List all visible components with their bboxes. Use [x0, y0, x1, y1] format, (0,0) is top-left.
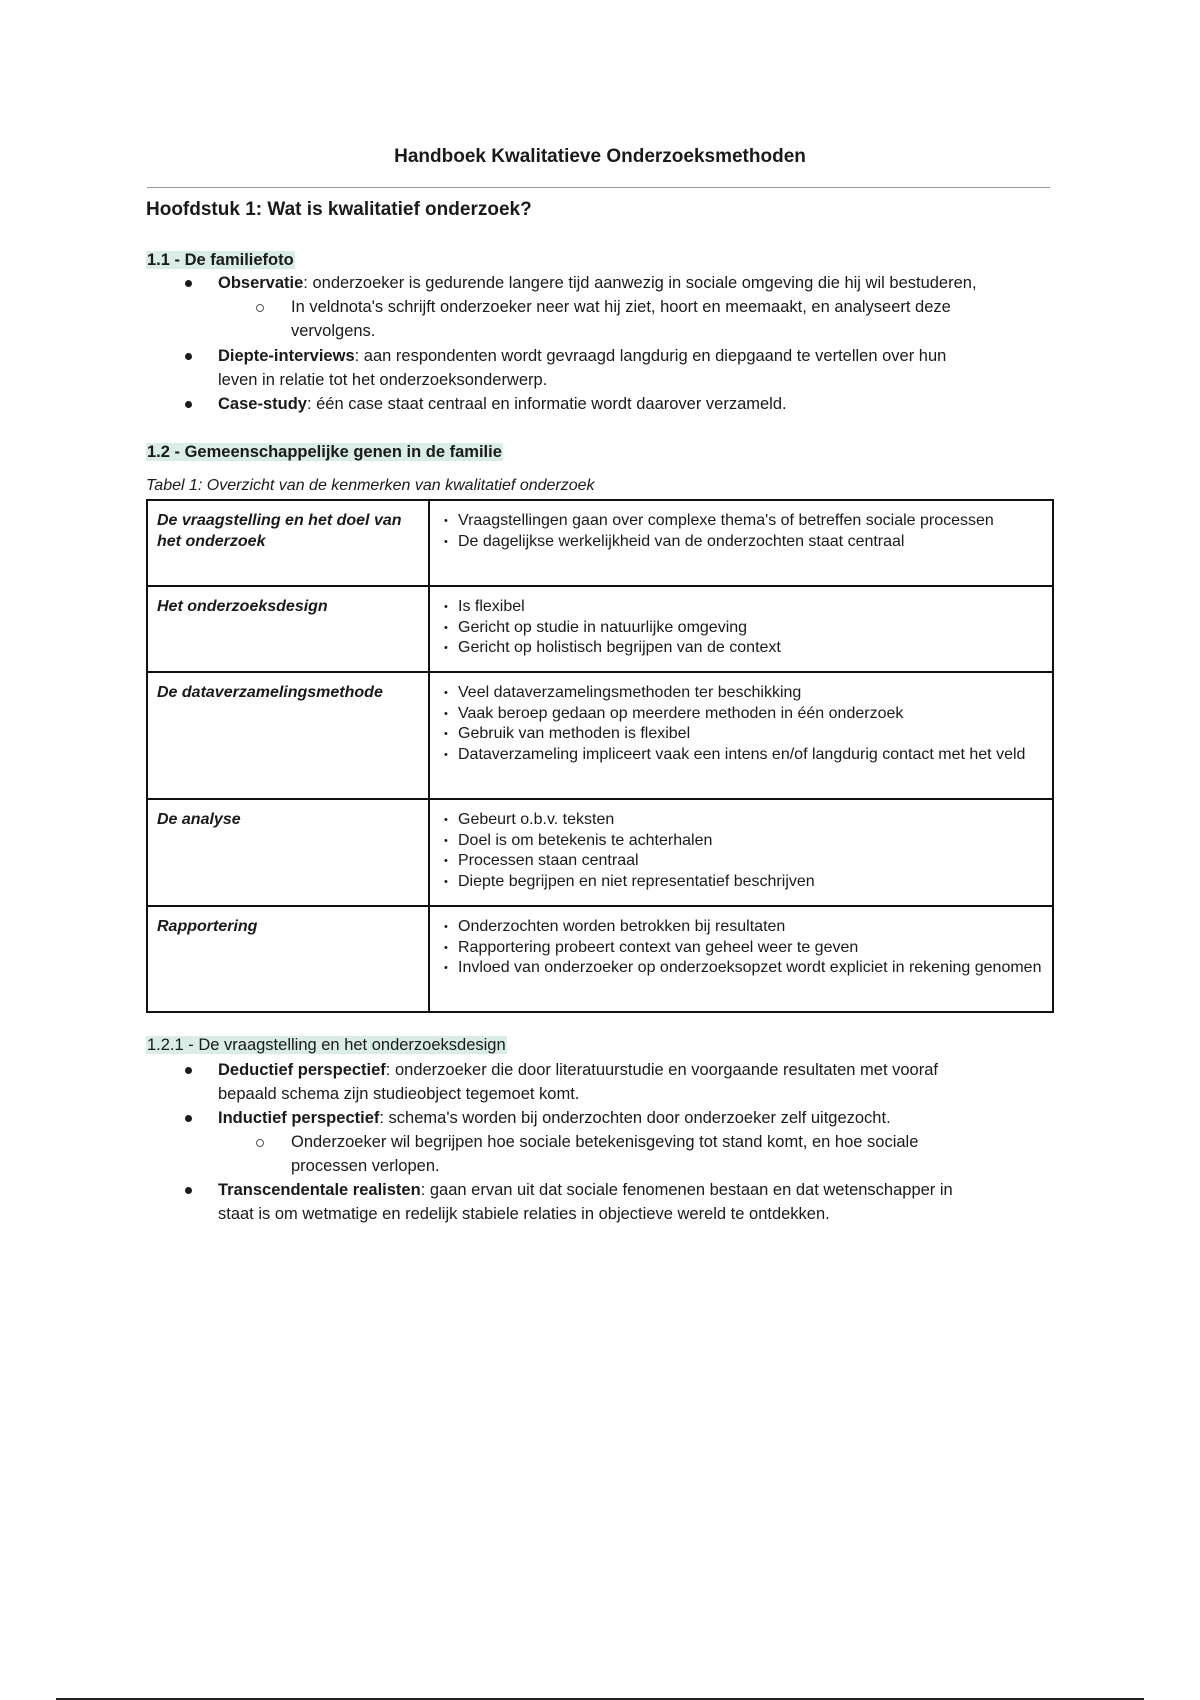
bullet-icon	[185, 401, 192, 408]
sub-item-line: vervolgens.	[291, 322, 376, 340]
row-content	[429, 672, 1053, 799]
list-item: • Gebeurt o.b.v. teksten	[439, 810, 1043, 831]
title-divider	[147, 187, 1050, 188]
row-content	[429, 799, 1053, 906]
list-item: • Doel is om betekenis te achterhalen	[439, 831, 1043, 852]
list-item-continuation: staat is om wetmatige en redelijk stabiele relaties in objectieve wereld te ontdekken.	[218, 1205, 830, 1223]
section-heading-1-2-1: 1.2.1 - De vraagstelling en het onderzoeksdesign	[147, 1036, 506, 1054]
list-item: • Invloed van onderzoeker op onderzoeksopzet wordt expliciet in rekening genomen	[439, 958, 1043, 979]
chapter-heading: Hoofdstuk 1: Wat is kwalitatief onderzoek?	[146, 199, 532, 220]
list-item: • Dataverzameling impliceert vaak een intens en/of langdurig contact met het veld	[439, 745, 1043, 766]
list-item: • Gericht op holistisch begrijpen van de context	[439, 638, 1043, 659]
section-heading-1-2: 1.2 - Gemeenschappelijke genen in de familie	[147, 443, 502, 461]
list-item-diepte-interviews: Diepte-interviews: aan respondenten wordt gevraagd langdurig en diepgaand te vertellen over hun	[218, 347, 947, 365]
section-heading-1-1: 1.1 - De familiefoto	[147, 251, 294, 269]
list-item: • Vraagstellingen gaan over complexe thema's of betreffen sociale processen	[439, 511, 1043, 532]
list-item: • Diepte begrijpen en niet representatief beschrijven	[439, 872, 1043, 893]
list-item: • Processen staan centraal	[439, 851, 1043, 872]
table-row	[147, 672, 1053, 799]
list-item: • Onderzochten worden betrokken bij resultaten	[439, 917, 1043, 938]
row-label: De dataverzamelingsmethode	[147, 672, 429, 799]
list-item: • Vaak beroep gedaan op meerdere methoden in één onderzoek	[439, 704, 1043, 725]
row-content	[429, 906, 1053, 1012]
bullet-icon	[185, 280, 192, 287]
row-label: De vraagstelling en het doel van het onderzoek	[147, 500, 429, 586]
bullet-icon	[185, 1187, 192, 1194]
sub-bullet-icon	[256, 304, 264, 312]
row-label: De analyse	[147, 799, 429, 906]
table-row	[147, 586, 1053, 672]
table-row	[147, 799, 1053, 906]
bullet-icon	[185, 1067, 192, 1074]
sub-bullet-icon	[256, 1139, 264, 1147]
list-item: • Is flexibel	[439, 597, 1043, 618]
document-title: Handboek Kwalitatieve Onderzoeksmethoden	[394, 146, 806, 167]
list-item: • Rapportering probeert context van geheel weer te geven	[439, 938, 1043, 959]
table-caption: Tabel 1: Overzicht van de kenmerken van kwalitatief onderzoek	[146, 477, 595, 494]
list-item: • Veel dataverzamelingsmethoden ter beschikking	[439, 683, 1043, 704]
list-item-observatie: Observatie: onderzoeker is gedurende langere tijd aanwezig in sociale omgeving die hij wil bestuderen,	[218, 274, 977, 292]
bullet-icon	[185, 1115, 192, 1122]
list-item-continuation: leven in relatie tot het onderzoeksonderwerp.	[218, 371, 548, 389]
table-row	[147, 500, 1053, 586]
table-row	[147, 906, 1053, 1012]
sub-item-line: Onderzoeker wil begrijpen hoe sociale betekenisgeving tot stand komt, en hoe sociale	[291, 1133, 919, 1151]
characteristics-table	[146, 499, 1054, 1013]
list-item-transcendentale: Transcendentale realisten: gaan ervan uit dat sociale fenomenen bestaan en dat wetenschapper in	[218, 1181, 953, 1199]
list-item-case-study: Case-study: één case staat centraal en informatie wordt daarover verzameld.	[218, 395, 787, 413]
list-item: • Gericht op studie in natuurlijke omgeving	[439, 618, 1043, 639]
row-label: Rapportering	[147, 906, 429, 1012]
row-content	[429, 586, 1053, 672]
list-item-inductief: Inductief perspectief: schema's worden bij onderzochten door onderzoeker zelf uitgezocht.	[218, 1109, 891, 1127]
sub-item-line: processen verlopen.	[291, 1157, 440, 1175]
bullet-icon	[185, 353, 192, 360]
list-item: • De dagelijkse werkelijkheid van de onderzochten staat centraal	[439, 532, 1043, 553]
row-content	[429, 500, 1053, 586]
list-item-deductief: Deductief perspectief: onderzoeker die door literatuurstudie en voorgaande resultaten met vooraf	[218, 1061, 938, 1079]
sub-item-line: In veldnota's schrijft onderzoeker neer wat hij ziet, hoort en meemaakt, en analyseert deze	[291, 298, 951, 316]
list-item: • Gebruik van methoden is flexibel	[439, 724, 1043, 745]
list-item-continuation: bepaald schema zijn studieobject tegemoet komt.	[218, 1085, 580, 1103]
row-label: Het onderzoeksdesign	[147, 586, 429, 672]
